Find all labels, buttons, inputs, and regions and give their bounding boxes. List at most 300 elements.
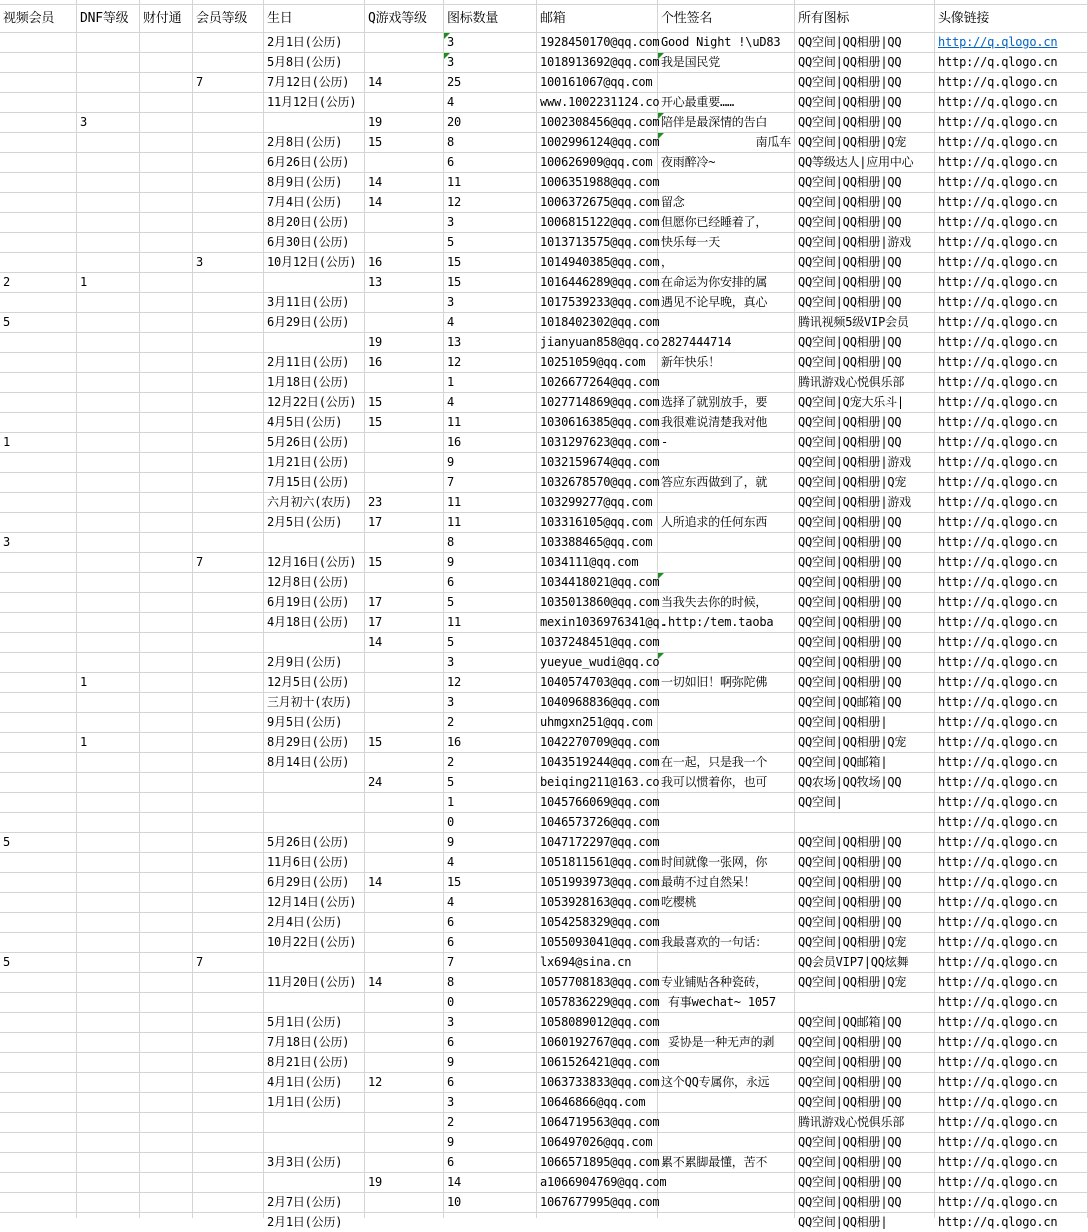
cell-icon_count[interactable]: 16 [444,733,537,753]
avatar-link[interactable]: http://q.qlogo.cn [938,1015,1058,1029]
cell-vip_level[interactable] [193,1113,264,1133]
cell-video_vip[interactable] [0,113,77,133]
avatar-link[interactable]: http://q.qlogo.cn [938,935,1058,949]
cell-icon_count[interactable]: 4 [444,93,537,113]
cell-birthday[interactable]: 6月30日(公历) [264,233,365,253]
cell-vip_level[interactable] [193,1173,264,1193]
cell-video_vip[interactable] [0,553,77,573]
cell-video_vip[interactable] [0,333,77,353]
cell-email[interactable]: 1066571895@qq.com [537,1153,658,1173]
cell-vip_level[interactable] [193,1073,264,1093]
cell-avatar_link[interactable] [935,713,1088,733]
cell-signature[interactable]: 时间就像一张网，你 [658,853,795,873]
cell-signature[interactable] [658,813,795,833]
cell-icon_count[interactable]: 11 [444,613,537,633]
cell-avatar_link[interactable] [935,293,1088,313]
cell-qgame_level[interactable] [365,433,444,453]
cell-tenpay[interactable] [140,473,193,493]
cell-signature[interactable] [658,913,795,933]
cell-birthday[interactable] [264,113,365,133]
cell-video_vip[interactable] [0,253,77,273]
cell-all_icons[interactable]: QQ空间|QQ邮箱|QQ [795,1013,935,1033]
avatar-link[interactable]: http://q.qlogo.cn [938,335,1058,349]
cell-all_icons[interactable]: QQ空间|QQ相册|游戏 [795,493,935,513]
cell-birthday[interactable]: 4月1日(公历) [264,1073,365,1093]
cell-signature[interactable]: 陪伴是最深情的告白 [658,113,795,133]
cell-qgame_level[interactable]: 19 [365,1173,444,1193]
cell-signature[interactable]: 开心最重要…… [658,93,795,113]
cell-icon_count[interactable]: 16 [444,433,537,453]
cell-signature[interactable] [658,1133,795,1153]
cell-signature[interactable]: 留念 [658,193,795,213]
cell-email[interactable]: 103388465@qq.com [537,533,658,553]
cell-tenpay[interactable] [140,33,193,53]
cell-all_icons[interactable]: QQ空间|QQ相册|Q宠 [795,733,935,753]
avatar-link[interactable]: http://q.qlogo.cn [938,995,1058,1009]
cell-vip_level[interactable] [193,1033,264,1053]
cell-email[interactable]: 1013713575@qq.com [537,233,658,253]
cell-email[interactable]: 1006351988@qq.com [537,173,658,193]
cell-email[interactable]: 1014940385@qq.com [537,253,658,273]
cell-dnf_level[interactable] [77,993,140,1013]
cell-tenpay[interactable] [140,1193,193,1213]
cell-birthday[interactable] [264,273,365,293]
cell-vip_level[interactable] [193,853,264,873]
cell-vip_level[interactable] [193,353,264,373]
avatar-link[interactable]: http://q.qlogo.cn [938,695,1058,709]
cell-video_vip[interactable]: 2 [0,273,77,293]
cell-all_icons[interactable]: QQ空间|QQ相册|Q宠 [795,133,935,153]
cell-dnf_level[interactable]: 1 [77,673,140,693]
cell-video_vip[interactable] [0,293,77,313]
cell-avatar_link[interactable] [935,453,1088,473]
cell-birthday[interactable]: 5月8日(公历) [264,53,365,73]
cell-qgame_level[interactable]: 14 [365,193,444,213]
cell-signature[interactable] [658,1053,795,1073]
cell-dnf_level[interactable] [77,253,140,273]
cell-qgame_level[interactable] [365,953,444,973]
cell-video_vip[interactable]: 5 [0,313,77,333]
cell-qgame_level[interactable] [365,753,444,773]
cell-email[interactable]: 1042270709@qq.com [537,733,658,753]
cell-birthday[interactable]: 2月5日(公历) [264,513,365,533]
cell-all_icons[interactable]: QQ空间|QQ相册|游戏 [795,233,935,253]
column-header-icon_count[interactable] [444,5,537,33]
cell-tenpay[interactable] [140,293,193,313]
cell-vip_level[interactable] [193,513,264,533]
cell-dnf_level[interactable] [77,33,140,53]
cell-birthday[interactable]: 8月29日(公历) [264,733,365,753]
cell-avatar_link[interactable] [935,253,1088,273]
cell-icon_count[interactable]: 2 [444,753,537,773]
cell-tenpay[interactable] [140,513,193,533]
cell-qgame_level[interactable]: 15 [365,393,444,413]
avatar-link[interactable]: http://q.qlogo.cn [938,95,1058,109]
cell-birthday[interactable]: 1月21日(公历) [264,453,365,473]
avatar-link[interactable]: http://q.qlogo.cn [938,1175,1058,1189]
cell-avatar_link[interactable] [935,1193,1088,1213]
cell-all_icons[interactable]: QQ空间|QQ相册|QQ [795,53,935,73]
cell-vip_level[interactable] [193,1213,264,1218]
cell-email[interactable]: 1032159674@qq.com [537,453,658,473]
cell-dnf_level[interactable]: 3 [77,113,140,133]
cell-email[interactable]: 1018913692@qq.com [537,53,658,73]
cell-all_icons[interactable]: QQ空间|QQ相册|QQ [795,193,935,213]
cell-avatar_link[interactable] [935,813,1088,833]
cell-vip_level[interactable] [193,873,264,893]
cell-icon_count[interactable]: 11 [444,493,537,513]
cell-birthday[interactable] [264,1133,365,1153]
avatar-link[interactable]: http://q.qlogo.cn [938,415,1058,429]
avatar-link[interactable]: http://q.qlogo.cn [938,655,1058,669]
avatar-link[interactable]: http://q.qlogo.cn [938,1055,1058,1069]
cell-icon_count[interactable]: 12 [444,193,537,213]
cell-tenpay[interactable] [140,1213,193,1218]
cell-birthday[interactable]: 3月11日(公历) [264,293,365,313]
cell-video_vip[interactable] [0,973,77,993]
cell-avatar_link[interactable] [935,173,1088,193]
cell-video_vip[interactable] [0,1073,77,1093]
cell-video_vip[interactable] [0,413,77,433]
cell-all_icons[interactable]: QQ空间|QQ相册|QQ [795,273,935,293]
cell-birthday[interactable]: 4月18日(公历) [264,613,365,633]
cell-dnf_level[interactable] [77,153,140,173]
cell-tenpay[interactable] [140,933,193,953]
cell-tenpay[interactable] [140,53,193,73]
cell-signature[interactable]: 在一起，只是我一个 [658,753,795,773]
cell-tenpay[interactable] [140,493,193,513]
cell-birthday[interactable]: 2月4日(公历) [264,913,365,933]
cell-icon_count[interactable]: 4 [444,313,537,333]
cell-qgame_level[interactable] [365,813,444,833]
cell-icon_count[interactable]: 12 [444,353,537,373]
cell-video_vip[interactable] [0,813,77,833]
cell-email[interactable]: 1051811561@qq.com [537,853,658,873]
cell-qgame_level[interactable]: 12 [365,1073,444,1093]
cell-qgame_level[interactable] [365,693,444,713]
cell-email[interactable]: 1026677264@qq.com [537,373,658,393]
cell-birthday[interactable]: 12月14日(公历) [264,893,365,913]
cell-tenpay[interactable] [140,853,193,873]
cell-icon_count[interactable]: 7 [444,473,537,493]
cell-tenpay[interactable] [140,593,193,613]
cell-video_vip[interactable] [0,753,77,773]
cell-vip_level[interactable] [193,753,264,773]
cell-icon_count[interactable]: 15 [444,273,537,293]
avatar-link[interactable]: http://q.qlogo.cn [938,135,1058,149]
cell-video_vip[interactable] [0,1153,77,1173]
cell-signature[interactable] [658,173,795,193]
avatar-link[interactable]: http://q.qlogo.cn [938,295,1058,309]
cell-icon_count[interactable]: 15 [444,253,537,273]
cell-vip_level[interactable] [193,713,264,733]
cell-dnf_level[interactable] [77,493,140,513]
cell-qgame_level[interactable]: 15 [365,413,444,433]
cell-qgame_level[interactable] [365,1213,444,1218]
cell-qgame_level[interactable] [365,293,444,313]
cell-vip_level[interactable] [193,493,264,513]
cell-dnf_level[interactable] [77,213,140,233]
cell-all_icons[interactable]: QQ空间|QQ相册|QQ [795,853,935,873]
cell-dnf_level[interactable] [77,533,140,553]
cell-avatar_link[interactable] [935,353,1088,373]
cell-qgame_level[interactable] [365,53,444,73]
cell-birthday[interactable]: 10月12日(公历) [264,253,365,273]
cell-video_vip[interactable] [0,693,77,713]
cell-birthday[interactable]: 8月9日(公历) [264,173,365,193]
cell-birthday[interactable] [264,793,365,813]
cell-avatar_link[interactable] [935,493,1088,513]
cell-all_icons[interactable]: QQ空间|QQ相册|QQ [795,913,935,933]
cell-qgame_level[interactable] [365,313,444,333]
cell-icon_count[interactable]: 2 [444,713,537,733]
cell-qgame_level[interactable] [365,473,444,493]
cell-qgame_level[interactable] [365,1013,444,1033]
cell-tenpay[interactable] [140,793,193,813]
cell-avatar_link[interactable] [935,773,1088,793]
cell-all_icons[interactable]: QQ空间|QQ相册|QQ [795,1173,935,1193]
cell-dnf_level[interactable] [77,593,140,613]
avatar-link[interactable]: http://q.qlogo.cn [938,1155,1058,1169]
cell-email[interactable]: 1040968836@qq.com [537,693,658,713]
cell-vip_level[interactable] [193,373,264,393]
cell-email[interactable]: 1928450170@qq.com [537,33,658,53]
cell-qgame_level[interactable]: 17 [365,513,444,533]
cell-email[interactable]: 1045766069@qq.com [537,793,658,813]
cell-icon_count[interactable]: 8 [444,973,537,993]
cell-email[interactable]: 1040574703@qq.com [537,673,658,693]
cell-icon_count[interactable]: 15 [444,873,537,893]
cell-icon_count[interactable] [444,1213,537,1218]
cell-video_vip[interactable] [0,1193,77,1213]
cell-birthday[interactable] [264,333,365,353]
avatar-link[interactable]: http://q.qlogo.cn [938,35,1058,49]
cell-tenpay[interactable] [140,113,193,133]
cell-dnf_level[interactable] [77,193,140,213]
cell-video_vip[interactable] [0,1133,77,1153]
cell-birthday[interactable]: 2月8日(公历) [264,133,365,153]
cell-signature[interactable]: 新年快乐！ [658,353,795,373]
cell-icon_count[interactable]: 11 [444,173,537,193]
cell-all_icons[interactable]: QQ空间|QQ相册|QQ [795,73,935,93]
cell-all_icons[interactable]: QQ空间| [795,793,935,813]
cell-email[interactable]: 1002308456@qq.com [537,113,658,133]
cell-all_icons[interactable]: QQ空间|QQ相册|QQ [795,1033,935,1053]
cell-email[interactable]: lx694@sina.cn [537,953,658,973]
cell-vip_level[interactable] [193,473,264,493]
cell-dnf_level[interactable] [77,893,140,913]
cell-qgame_level[interactable] [365,93,444,113]
cell-video_vip[interactable] [0,133,77,153]
cell-video_vip[interactable] [0,653,77,673]
cell-email[interactable]: a1066904769@qq.com [537,1173,658,1193]
cell-icon_count[interactable]: 6 [444,1073,537,1093]
column-header-qgame_level[interactable] [365,5,444,33]
avatar-link[interactable]: http://q.qlogo.cn [938,1115,1058,1129]
cell-all_icons[interactable]: QQ空间|QQ相册|QQ [795,533,935,553]
cell-qgame_level[interactable]: 15 [365,733,444,753]
cell-signature[interactable] [658,1213,795,1218]
avatar-link[interactable]: http://q.qlogo.cn [938,1135,1058,1149]
cell-email[interactable]: 100161067@qq.com [537,73,658,93]
cell-avatar_link[interactable] [935,793,1088,813]
cell-all_icons[interactable]: QQ空间|QQ相册| [795,1213,935,1218]
cell-signature[interactable]: .http:/tem.taoba [658,613,795,633]
cell-avatar_link[interactable] [935,53,1088,73]
cell-qgame_level[interactable] [365,673,444,693]
cell-video_vip[interactable] [0,493,77,513]
cell-all_icons[interactable]: QQ空间|QQ相册|QQ [795,633,935,653]
cell-birthday[interactable] [264,813,365,833]
cell-all_icons[interactable]: QQ空间|QQ相册|QQ [795,213,935,233]
cell-qgame_level[interactable] [365,833,444,853]
cell-icon_count[interactable]: 3 [444,1093,537,1113]
cell-tenpay[interactable] [140,753,193,773]
cell-qgame_level[interactable] [365,373,444,393]
cell-vip_level[interactable] [193,733,264,753]
cell-dnf_level[interactable] [77,833,140,853]
cell-dnf_level[interactable] [77,53,140,73]
cell-video_vip[interactable] [0,773,77,793]
cell-signature[interactable]: 最萌不过自然呆！ [658,873,795,893]
cell-avatar_link[interactable] [935,573,1088,593]
cell-qgame_level[interactable] [365,1133,444,1153]
cell-icon_count[interactable]: 3 [444,1013,537,1033]
avatar-link[interactable]: http://q.qlogo.cn [938,535,1058,549]
cell-icon_count[interactable]: 6 [444,153,537,173]
cell-tenpay[interactable] [140,413,193,433]
avatar-link[interactable]: http://q.qlogo.cn [938,795,1058,809]
cell-email[interactable]: 1035013860@qq.com [537,593,658,613]
cell-all_icons[interactable]: QQ空间|QQ相册|QQ [795,1133,935,1153]
cell-dnf_level[interactable] [77,873,140,893]
cell-qgame_level[interactable] [365,153,444,173]
cell-all_icons[interactable]: QQ空间|QQ相册|QQ [795,653,935,673]
cell-signature[interactable]: 人所追求的任何东西 [658,513,795,533]
cell-icon_count[interactable]: 7 [444,953,537,973]
avatar-link[interactable]: http://q.qlogo.cn [938,955,1058,969]
cell-vip_level[interactable] [193,1193,264,1213]
cell-signature[interactable] [658,733,795,753]
cell-video_vip[interactable] [0,213,77,233]
cell-avatar_link[interactable] [935,1113,1088,1133]
cell-dnf_level[interactable] [77,413,140,433]
cell-all_icons[interactable]: QQ空间|QQ相册|QQ [795,1093,935,1113]
cell-icon_count[interactable]: 6 [444,913,537,933]
cell-all_icons[interactable]: QQ空间|QQ相册|QQ [795,33,935,53]
column-header-all_icons[interactable] [795,5,935,33]
cell-avatar_link[interactable] [935,1173,1088,1193]
cell-signature[interactable]: 我最喜欢的一句话： [658,933,795,953]
cell-video_vip[interactable] [0,873,77,893]
cell-qgame_level[interactable]: 14 [365,73,444,93]
cell-avatar_link[interactable] [935,513,1088,533]
cell-avatar_link[interactable] [935,273,1088,293]
cell-all_icons[interactable]: QQ农场|QQ牧场|QQ [795,773,935,793]
cell-email[interactable]: 1047172297@qq.com [537,833,658,853]
cell-all_icons[interactable]: QQ空间|QQ相册|QQ [795,293,935,313]
cell-vip_level[interactable] [193,113,264,133]
cell-video_vip[interactable] [0,993,77,1013]
cell-tenpay[interactable] [140,633,193,653]
avatar-link[interactable]: http://q.qlogo.cn [938,1075,1058,1089]
cell-birthday[interactable] [264,633,365,653]
cell-tenpay[interactable] [140,1013,193,1033]
cell-qgame_level[interactable]: 14 [365,173,444,193]
cell-avatar_link[interactable] [935,853,1088,873]
cell-tenpay[interactable] [140,1093,193,1113]
cell-signature[interactable]: 但愿你已经睡着了， [658,213,795,233]
cell-icon_count[interactable]: 3 [444,53,537,73]
cell-email[interactable]: 1063733833@qq.com [537,1073,658,1093]
cell-signature[interactable] [658,713,795,733]
cell-icon_count[interactable]: 5 [444,633,537,653]
cell-vip_level[interactable] [193,673,264,693]
cell-tenpay[interactable] [140,1073,193,1093]
cell-all_icons[interactable]: QQ空间|QQ相册|QQ [795,1073,935,1093]
cell-video_vip[interactable] [0,513,77,533]
cell-dnf_level[interactable] [77,933,140,953]
cell-tenpay[interactable] [140,953,193,973]
cell-birthday[interactable]: 2月9日(公历) [264,653,365,673]
cell-dnf_level[interactable] [77,1073,140,1093]
cell-all_icons[interactable]: QQ空间|QQ相册|QQ [795,1053,935,1073]
cell-email[interactable]: 1054258329@qq.com [537,913,658,933]
cell-avatar_link[interactable] [935,653,1088,673]
cell-signature[interactable] [658,313,795,333]
cell-tenpay[interactable] [140,533,193,553]
cell-icon_count[interactable]: 9 [444,833,537,853]
cell-birthday[interactable]: 7月4日(公历) [264,193,365,213]
avatar-link[interactable]: http://q.qlogo.cn [938,55,1058,69]
cell-vip_level[interactable] [193,913,264,933]
avatar-link[interactable]: http://q.qlogo.cn [938,735,1058,749]
cell-icon_count[interactable]: 11 [444,513,537,533]
cell-all_icons[interactable]: QQ会员VIP7|QQ炫舞 [795,953,935,973]
cell-qgame_level[interactable]: 17 [365,593,444,613]
cell-signature[interactable] [658,573,795,593]
cell-signature[interactable]: Good Night !\uD83 [658,33,795,53]
cell-vip_level[interactable]: 7 [193,73,264,93]
cell-vip_level[interactable] [193,973,264,993]
avatar-link[interactable]: http://q.qlogo.cn [938,895,1058,909]
cell-dnf_level[interactable] [77,693,140,713]
avatar-link[interactable]: http://q.qlogo.cn [938,1195,1058,1209]
cell-tenpay[interactable] [140,813,193,833]
cell-all_icons[interactable]: QQ空间|QQ相册|QQ [795,333,935,353]
cell-video_vip[interactable] [0,793,77,813]
cell-signature[interactable] [658,953,795,973]
cell-video_vip[interactable] [0,1033,77,1053]
cell-birthday[interactable]: 2月1日(公历) [264,33,365,53]
cell-avatar_link[interactable] [935,1033,1088,1053]
cell-all_icons[interactable]: 腾讯游戏心悦俱乐部 [795,1113,935,1133]
cell-birthday[interactable]: 1月1日(公历) [264,1093,365,1113]
cell-icon_count[interactable]: 5 [444,773,537,793]
cell-tenpay[interactable] [140,673,193,693]
cell-all_icons[interactable]: QQ空间|QQ相册|QQ [795,573,935,593]
cell-birthday[interactable]: 6月29日(公历) [264,313,365,333]
cell-signature[interactable] [658,693,795,713]
cell-avatar_link[interactable] [935,333,1088,353]
cell-birthday[interactable]: 11月20日(公历) [264,973,365,993]
cell-tenpay[interactable] [140,133,193,153]
cell-dnf_level[interactable] [77,473,140,493]
cell-dnf_level[interactable] [77,713,140,733]
cell-dnf_level[interactable] [77,1133,140,1153]
cell-icon_count[interactable]: 14 [444,1173,537,1193]
avatar-link[interactable]: http://q.qlogo.cn [938,855,1058,869]
